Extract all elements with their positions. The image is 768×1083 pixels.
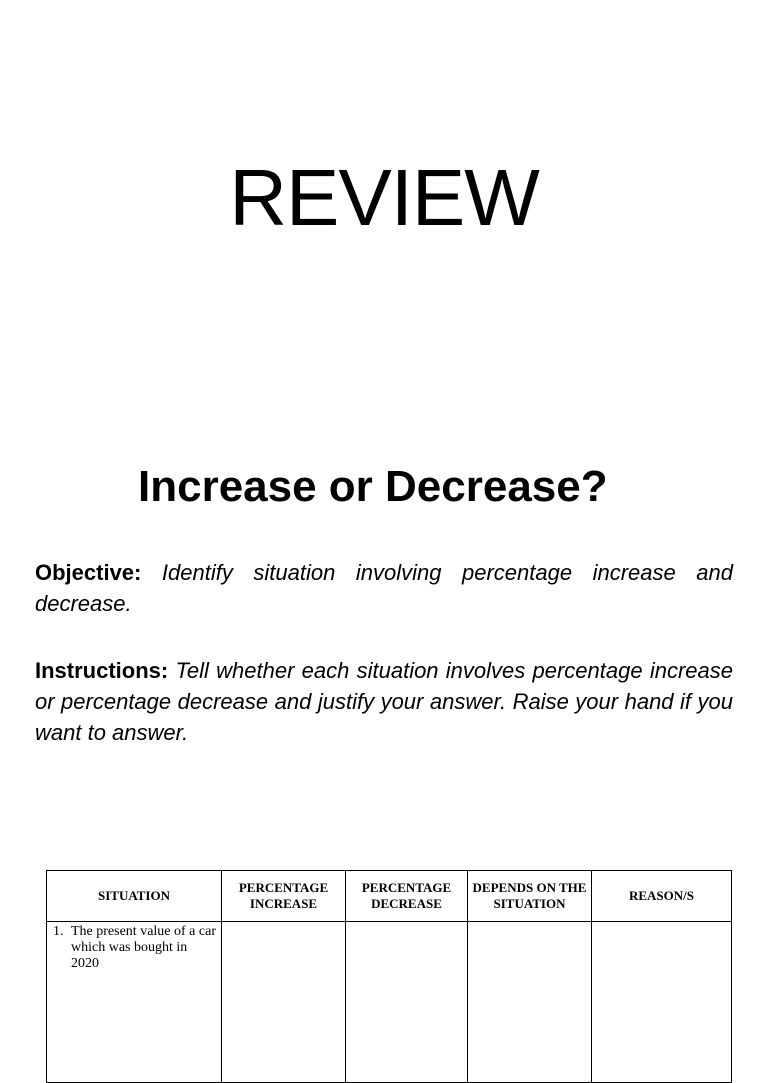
page-title: REVIEW — [229, 153, 539, 242]
depends-cell[interactable] — [468, 922, 592, 1083]
situation-table — [46, 870, 732, 1083]
objective-paragraph — [35, 557, 733, 619]
situation-text: The present value of a car which was bought in 2020 — [71, 924, 216, 971]
reason-cell[interactable] — [592, 922, 732, 1083]
table-header-row — [47, 871, 732, 922]
instructions-paragraph — [35, 655, 733, 748]
header-percentage-increase: PERCENTAGE INCREASE — [222, 871, 346, 922]
objective-text: Identify situation involving percentage increase and decrease. — [35, 560, 733, 616]
situation-number: 1. — [53, 924, 64, 939]
activity-title: Increase or Decrease? — [138, 462, 608, 511]
header-percentage-decrease: PERCENTAGE DECREASE — [346, 871, 468, 922]
decrease-cell[interactable] — [346, 922, 468, 1083]
header-situation: SITUATION — [47, 871, 222, 922]
header-depends-on-situation: DEPENDS ON THE SITUATION — [468, 871, 592, 922]
header-reasons: REASON/S — [592, 871, 732, 922]
situation-cell — [47, 922, 222, 1083]
table-row — [47, 922, 732, 1083]
objective-label: Objective: — [35, 560, 142, 585]
instructions-label: Instructions: — [35, 658, 169, 683]
increase-cell[interactable] — [222, 922, 346, 1083]
instructions-text: Tell whether each situation involves percentage increase or percentage decrease and justify your answer. Raise your hand if you want to answer. — [35, 658, 733, 745]
